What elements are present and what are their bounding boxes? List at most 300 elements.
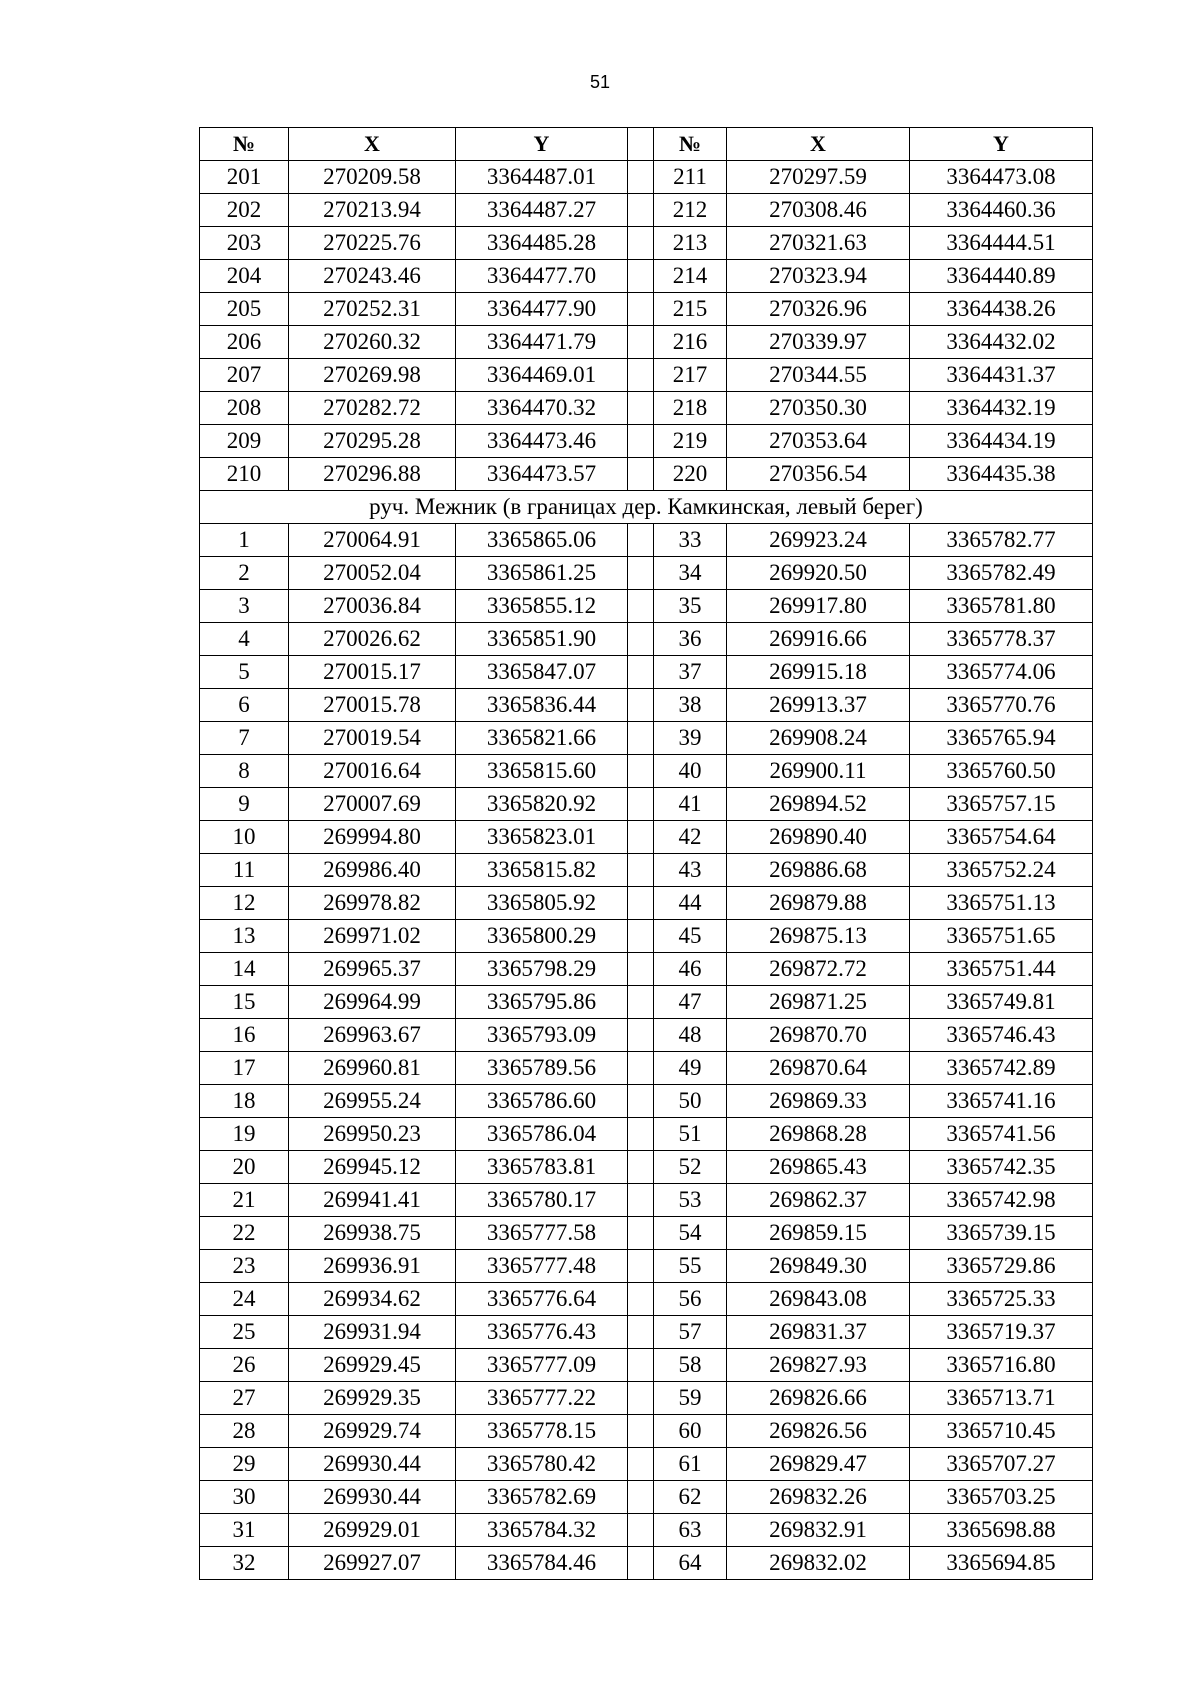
gap-cell <box>628 1349 654 1382</box>
y-left: 3365823.01 <box>456 821 628 854</box>
x-left: 269950.23 <box>289 1118 456 1151</box>
y-right: 3365703.25 <box>910 1481 1093 1514</box>
table-row <box>200 359 1093 392</box>
y-left: 3365786.04 <box>456 1118 628 1151</box>
table-row <box>200 1415 1093 1448</box>
x-right: 269890.40 <box>727 821 910 854</box>
point-number-right: 49 <box>654 1052 727 1085</box>
y-right: 3364444.51 <box>910 227 1093 260</box>
point-number-right: 53 <box>654 1184 727 1217</box>
x-right: 270308.46 <box>727 194 910 227</box>
x-right: 270321.63 <box>727 227 910 260</box>
y-left: 3364485.28 <box>456 227 628 260</box>
gap-cell <box>628 1019 654 1052</box>
table-row <box>200 557 1093 590</box>
y-right: 3365725.33 <box>910 1283 1093 1316</box>
point-number-left: 31 <box>200 1514 289 1547</box>
x-left: 269955.24 <box>289 1085 456 1118</box>
x-right: 270339.97 <box>727 326 910 359</box>
point-number-left: 202 <box>200 194 289 227</box>
point-number-left: 201 <box>200 161 289 194</box>
table-row <box>200 1184 1093 1217</box>
table-row <box>200 920 1093 953</box>
y-left: 3365776.64 <box>456 1283 628 1316</box>
point-number-right: 36 <box>654 623 727 656</box>
y-right: 3364435.38 <box>910 458 1093 491</box>
x-left: 270064.91 <box>289 524 456 557</box>
x-left: 270026.62 <box>289 623 456 656</box>
table-row <box>200 1052 1093 1085</box>
table-row <box>200 458 1093 491</box>
table-row <box>200 293 1093 326</box>
point-number-right: 214 <box>654 260 727 293</box>
y-right: 3365765.94 <box>910 722 1093 755</box>
table-row <box>200 1547 1093 1580</box>
y-right: 3365742.89 <box>910 1052 1093 1085</box>
y-right: 3365754.64 <box>910 821 1093 854</box>
x-right: 269843.08 <box>727 1283 910 1316</box>
table-row <box>200 1349 1093 1382</box>
y-right: 3365778.37 <box>910 623 1093 656</box>
gap-cell <box>628 557 654 590</box>
point-number-left: 25 <box>200 1316 289 1349</box>
point-number-right: 55 <box>654 1250 727 1283</box>
y-right: 3364440.89 <box>910 260 1093 293</box>
header-y-right: Y <box>910 128 1093 161</box>
x-right: 270297.59 <box>727 161 910 194</box>
table-row <box>200 722 1093 755</box>
x-left: 269964.99 <box>289 986 456 1019</box>
point-number-right: 62 <box>654 1481 727 1514</box>
point-number-left: 11 <box>200 854 289 887</box>
point-number-right: 42 <box>654 821 727 854</box>
y-right: 3365774.06 <box>910 656 1093 689</box>
point-number-right: 63 <box>654 1514 727 1547</box>
y-left: 3365777.58 <box>456 1217 628 1250</box>
y-left: 3364487.27 <box>456 194 628 227</box>
x-left: 269941.41 <box>289 1184 456 1217</box>
gap-cell <box>628 953 654 986</box>
y-left: 3365865.06 <box>456 524 628 557</box>
table-row <box>200 953 1093 986</box>
point-number-left: 26 <box>200 1349 289 1382</box>
point-number-right: 60 <box>654 1415 727 1448</box>
point-number-left: 20 <box>200 1151 289 1184</box>
table-row <box>200 161 1093 194</box>
x-right: 269915.18 <box>727 656 910 689</box>
x-left: 269929.74 <box>289 1415 456 1448</box>
gap-cell <box>628 1217 654 1250</box>
point-number-right: 45 <box>654 920 727 953</box>
table-row <box>200 623 1093 656</box>
x-right: 269868.28 <box>727 1118 910 1151</box>
gap-cell <box>628 755 654 788</box>
y-right: 3365710.45 <box>910 1415 1093 1448</box>
y-right: 3365713.71 <box>910 1382 1093 1415</box>
y-left: 3365784.32 <box>456 1514 628 1547</box>
table-row <box>200 1118 1093 1151</box>
y-left: 3365815.60 <box>456 755 628 788</box>
gap-cell <box>628 227 654 260</box>
y-left: 3364470.32 <box>456 392 628 425</box>
point-number-left: 15 <box>200 986 289 1019</box>
gap-cell <box>628 689 654 722</box>
gap-cell <box>628 1085 654 1118</box>
gap-cell <box>628 656 654 689</box>
x-right: 269849.30 <box>727 1250 910 1283</box>
gap-cell <box>628 524 654 557</box>
y-left: 3365851.90 <box>456 623 628 656</box>
point-number-right: 212 <box>654 194 727 227</box>
table-row <box>200 788 1093 821</box>
x-left: 269994.80 <box>289 821 456 854</box>
table-row <box>200 887 1093 920</box>
x-right: 270344.55 <box>727 359 910 392</box>
point-number-right: 220 <box>654 458 727 491</box>
y-left: 3365805.92 <box>456 887 628 920</box>
point-number-left: 4 <box>200 623 289 656</box>
x-left: 270052.04 <box>289 557 456 590</box>
y-right: 3365719.37 <box>910 1316 1093 1349</box>
y-left: 3365800.29 <box>456 920 628 953</box>
point-number-left: 206 <box>200 326 289 359</box>
table-header-row <box>200 128 1093 161</box>
x-left: 270019.54 <box>289 722 456 755</box>
x-left: 270209.58 <box>289 161 456 194</box>
gap-cell <box>628 1184 654 1217</box>
point-number-left: 6 <box>200 689 289 722</box>
section-title: руч. Межник (в границах дер. Камкинская, левый берег) <box>200 491 1093 524</box>
x-left: 269929.01 <box>289 1514 456 1547</box>
y-right: 3365749.81 <box>910 986 1093 1019</box>
point-number-right: 34 <box>654 557 727 590</box>
y-left: 3365778.15 <box>456 1415 628 1448</box>
point-number-left: 203 <box>200 227 289 260</box>
point-number-right: 58 <box>654 1349 727 1382</box>
y-left: 3364477.90 <box>456 293 628 326</box>
gap-cell <box>628 722 654 755</box>
y-right: 3365782.77 <box>910 524 1093 557</box>
x-left: 270007.69 <box>289 788 456 821</box>
point-number-right: 35 <box>654 590 727 623</box>
y-right: 3364432.19 <box>910 392 1093 425</box>
x-right: 269871.25 <box>727 986 910 1019</box>
x-left: 269965.37 <box>289 953 456 986</box>
y-left: 3365783.81 <box>456 1151 628 1184</box>
point-number-left: 204 <box>200 260 289 293</box>
point-number-right: 215 <box>654 293 727 326</box>
x-left: 270016.64 <box>289 755 456 788</box>
table-row <box>200 854 1093 887</box>
point-number-right: 59 <box>654 1382 727 1415</box>
table-row <box>200 326 1093 359</box>
x-left: 269938.75 <box>289 1217 456 1250</box>
section-title-row <box>200 491 1093 524</box>
y-right: 3365781.80 <box>910 590 1093 623</box>
y-right: 3365752.24 <box>910 854 1093 887</box>
y-right: 3365742.35 <box>910 1151 1093 1184</box>
header-x-left: X <box>289 128 456 161</box>
point-number-right: 216 <box>654 326 727 359</box>
y-right: 3365746.43 <box>910 1019 1093 1052</box>
point-number-right: 56 <box>654 1283 727 1316</box>
y-left: 3365789.56 <box>456 1052 628 1085</box>
table-row <box>200 1283 1093 1316</box>
x-left: 270295.28 <box>289 425 456 458</box>
point-number-left: 24 <box>200 1283 289 1316</box>
x-right: 269869.33 <box>727 1085 910 1118</box>
y-right: 3365757.15 <box>910 788 1093 821</box>
point-number-left: 7 <box>200 722 289 755</box>
gap-cell <box>628 425 654 458</box>
x-right: 269831.37 <box>727 1316 910 1349</box>
x-left: 270225.76 <box>289 227 456 260</box>
x-left: 269927.07 <box>289 1547 456 1580</box>
y-right: 3364434.19 <box>910 425 1093 458</box>
y-left: 3365784.46 <box>456 1547 628 1580</box>
y-right: 3365751.65 <box>910 920 1093 953</box>
coordinates-table <box>199 127 1093 1580</box>
table-row <box>200 1316 1093 1349</box>
x-left: 270213.94 <box>289 194 456 227</box>
x-left: 270252.31 <box>289 293 456 326</box>
point-number-right: 40 <box>654 755 727 788</box>
x-right: 270326.96 <box>727 293 910 326</box>
x-right: 269865.43 <box>727 1151 910 1184</box>
y-left: 3365820.92 <box>456 788 628 821</box>
point-number-right: 218 <box>654 392 727 425</box>
table-row <box>200 1250 1093 1283</box>
point-number-left: 28 <box>200 1415 289 1448</box>
x-right: 269862.37 <box>727 1184 910 1217</box>
table-row <box>200 1217 1093 1250</box>
y-left: 3364487.01 <box>456 161 628 194</box>
point-number-left: 208 <box>200 392 289 425</box>
gap-cell <box>628 1547 654 1580</box>
gap-cell <box>628 359 654 392</box>
table-row <box>200 1019 1093 1052</box>
header-number-left: № <box>200 128 289 161</box>
block2-rows <box>200 524 1093 1580</box>
gap-cell <box>628 1382 654 1415</box>
y-right: 3365741.16 <box>910 1085 1093 1118</box>
table-row <box>200 1448 1093 1481</box>
y-left: 3365795.86 <box>456 986 628 1019</box>
point-number-left: 209 <box>200 425 289 458</box>
y-right: 3364432.02 <box>910 326 1093 359</box>
point-number-left: 32 <box>200 1547 289 1580</box>
x-left: 269971.02 <box>289 920 456 953</box>
table-row <box>200 260 1093 293</box>
gap-cell <box>628 623 654 656</box>
point-number-right: 43 <box>654 854 727 887</box>
gap-cell <box>628 1118 654 1151</box>
gap-cell <box>628 1316 654 1349</box>
x-left: 270269.98 <box>289 359 456 392</box>
point-number-right: 33 <box>654 524 727 557</box>
table-row <box>200 425 1093 458</box>
y-right: 3364460.36 <box>910 194 1093 227</box>
y-left: 3364473.57 <box>456 458 628 491</box>
point-number-left: 207 <box>200 359 289 392</box>
point-number-left: 1 <box>200 524 289 557</box>
gap-cell <box>628 392 654 425</box>
y-left: 3365777.09 <box>456 1349 628 1382</box>
gap-cell <box>628 458 654 491</box>
header-gap <box>628 128 654 161</box>
point-number-right: 217 <box>654 359 727 392</box>
x-right: 269832.91 <box>727 1514 910 1547</box>
y-left: 3365815.82 <box>456 854 628 887</box>
y-right: 3365716.80 <box>910 1349 1093 1382</box>
x-right: 269900.11 <box>727 755 910 788</box>
x-right: 269916.66 <box>727 623 910 656</box>
point-number-left: 9 <box>200 788 289 821</box>
point-number-left: 22 <box>200 1217 289 1250</box>
point-number-left: 21 <box>200 1184 289 1217</box>
point-number-right: 57 <box>654 1316 727 1349</box>
gap-cell <box>628 1250 654 1283</box>
x-right: 269875.13 <box>727 920 910 953</box>
gap-cell <box>628 920 654 953</box>
gap-cell <box>628 293 654 326</box>
x-left: 269960.81 <box>289 1052 456 1085</box>
x-right: 269826.56 <box>727 1415 910 1448</box>
y-left: 3365780.17 <box>456 1184 628 1217</box>
gap-cell <box>628 1448 654 1481</box>
header-x-right: X <box>727 128 910 161</box>
gap-cell <box>628 1481 654 1514</box>
x-left: 269930.44 <box>289 1448 456 1481</box>
y-right: 3364473.08 <box>910 161 1093 194</box>
x-right: 269859.15 <box>727 1217 910 1250</box>
point-number-left: 14 <box>200 953 289 986</box>
table-row <box>200 755 1093 788</box>
y-right: 3365729.86 <box>910 1250 1093 1283</box>
x-left: 270260.32 <box>289 326 456 359</box>
block1-rows <box>200 161 1093 491</box>
point-number-left: 5 <box>200 656 289 689</box>
point-number-right: 41 <box>654 788 727 821</box>
point-number-right: 50 <box>654 1085 727 1118</box>
point-number-left: 23 <box>200 1250 289 1283</box>
x-right: 269923.24 <box>727 524 910 557</box>
x-right: 269829.47 <box>727 1448 910 1481</box>
gap-cell <box>628 590 654 623</box>
x-left: 270015.17 <box>289 656 456 689</box>
page-number: 51 <box>589 72 611 92</box>
point-number-right: 47 <box>654 986 727 1019</box>
x-left: 269936.91 <box>289 1250 456 1283</box>
x-right: 269920.50 <box>727 557 910 590</box>
y-right: 3365741.56 <box>910 1118 1093 1151</box>
x-right: 269870.70 <box>727 1019 910 1052</box>
y-left: 3364471.79 <box>456 326 628 359</box>
x-left: 270036.84 <box>289 590 456 623</box>
table-row <box>200 1085 1093 1118</box>
x-left: 269929.45 <box>289 1349 456 1382</box>
point-number-right: 37 <box>654 656 727 689</box>
point-number-right: 38 <box>654 689 727 722</box>
table-row <box>200 986 1093 1019</box>
point-number-right: 44 <box>654 887 727 920</box>
y-left: 3365847.07 <box>456 656 628 689</box>
point-number-right: 213 <box>654 227 727 260</box>
point-number-left: 27 <box>200 1382 289 1415</box>
y-right: 3364438.26 <box>910 293 1093 326</box>
table-row <box>200 1382 1093 1415</box>
x-left: 270282.72 <box>289 392 456 425</box>
x-right: 269870.64 <box>727 1052 910 1085</box>
y-left: 3364473.46 <box>456 425 628 458</box>
table-row <box>200 656 1093 689</box>
x-left: 269929.35 <box>289 1382 456 1415</box>
x-left: 269945.12 <box>289 1151 456 1184</box>
y-left: 3365861.25 <box>456 557 628 590</box>
table-row <box>200 590 1093 623</box>
x-right: 269826.66 <box>727 1382 910 1415</box>
x-right: 269872.72 <box>727 953 910 986</box>
point-number-left: 18 <box>200 1085 289 1118</box>
x-right: 269894.52 <box>727 788 910 821</box>
point-number-left: 30 <box>200 1481 289 1514</box>
y-left: 3365836.44 <box>456 689 628 722</box>
y-right: 3365782.49 <box>910 557 1093 590</box>
point-number-right: 46 <box>654 953 727 986</box>
x-right: 270356.54 <box>727 458 910 491</box>
y-left: 3365855.12 <box>456 590 628 623</box>
gap-cell <box>628 1283 654 1316</box>
point-number-left: 3 <box>200 590 289 623</box>
table-row <box>200 392 1093 425</box>
gap-cell <box>628 821 654 854</box>
y-right: 3365742.98 <box>910 1184 1093 1217</box>
x-right: 269913.37 <box>727 689 910 722</box>
table-row <box>200 1514 1093 1547</box>
point-number-right: 52 <box>654 1151 727 1184</box>
y-right: 3365770.76 <box>910 689 1093 722</box>
x-right: 269832.02 <box>727 1547 910 1580</box>
point-number-left: 10 <box>200 821 289 854</box>
header-number-right: № <box>654 128 727 161</box>
y-right: 3365694.85 <box>910 1547 1093 1580</box>
x-left: 269934.62 <box>289 1283 456 1316</box>
point-number-left: 29 <box>200 1448 289 1481</box>
gap-cell <box>628 326 654 359</box>
gap-cell <box>628 854 654 887</box>
x-right: 270353.64 <box>727 425 910 458</box>
y-right: 3365751.44 <box>910 953 1093 986</box>
point-number-right: 61 <box>654 1448 727 1481</box>
y-left: 3365780.42 <box>456 1448 628 1481</box>
point-number-left: 16 <box>200 1019 289 1052</box>
point-number-left: 2 <box>200 557 289 590</box>
point-number-right: 64 <box>654 1547 727 1580</box>
x-left: 269931.94 <box>289 1316 456 1349</box>
x-left: 269963.67 <box>289 1019 456 1052</box>
point-number-left: 13 <box>200 920 289 953</box>
point-number-left: 19 <box>200 1118 289 1151</box>
gap-cell <box>628 788 654 821</box>
x-right: 270323.94 <box>727 260 910 293</box>
y-left: 3365786.60 <box>456 1085 628 1118</box>
x-right: 269908.24 <box>727 722 910 755</box>
point-number-left: 205 <box>200 293 289 326</box>
table-row <box>200 524 1093 557</box>
y-left: 3365798.29 <box>456 953 628 986</box>
point-number-right: 219 <box>654 425 727 458</box>
x-right: 269827.93 <box>727 1349 910 1382</box>
